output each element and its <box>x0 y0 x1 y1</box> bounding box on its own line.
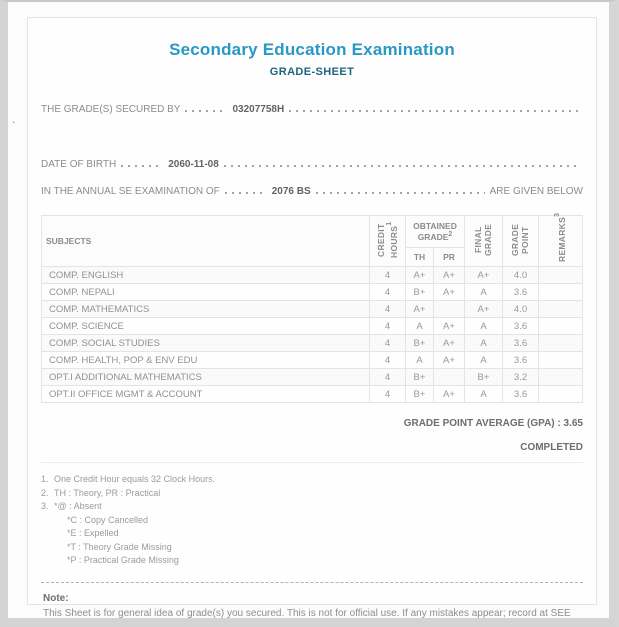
subject-cell: OPT.I ADDITIONAL MATHEMATICS <box>42 369 370 386</box>
remarks-cell <box>539 352 583 369</box>
table-row <box>42 352 583 369</box>
credit-cell: 4 <box>369 267 405 284</box>
dot-leader <box>121 165 163 167</box>
th-grade-cell: B+ <box>405 369 433 386</box>
th-grade-cell: A+ <box>405 301 433 318</box>
table-row <box>42 301 583 318</box>
col-header-th: TH <box>405 248 433 267</box>
final-grade-cell: B+ <box>465 369 503 386</box>
final-grade-cell: A <box>465 386 503 403</box>
col-header-final-grade: FINAL GRADE <box>465 216 503 267</box>
page-title: Secondary Education Examination <box>169 40 455 59</box>
grade-sheet-card <box>27 17 597 627</box>
pr-grade-cell: A+ <box>433 267 464 284</box>
grade-point-cell: 3.6 <box>503 284 539 301</box>
th-grade-cell: A+ <box>405 267 433 284</box>
dob-label: DATE OF BIRTH <box>41 159 117 170</box>
footnote-line: *E : Expelled <box>67 528 119 538</box>
subject-cell: COMP. ENGLISH <box>42 267 370 284</box>
final-grade-cell: A+ <box>465 267 503 284</box>
grade-point-cell: 4.0 <box>503 267 539 284</box>
grade-point-cell: 3.6 <box>503 352 539 369</box>
table-row <box>42 284 583 301</box>
pr-grade-cell: A+ <box>433 335 464 352</box>
table-row <box>42 369 583 386</box>
gpa-line <box>41 418 583 429</box>
note-label: Note: <box>43 592 69 604</box>
pr-grade-cell: A+ <box>433 284 464 301</box>
credit-cell: 4 <box>369 369 405 386</box>
exam-year-value: 2076 BS <box>271 186 311 197</box>
final-grade-cell: A <box>465 284 503 301</box>
credit-cell: 4 <box>369 318 405 335</box>
note-block <box>41 593 583 627</box>
th-grade-cell: A <box>405 352 433 369</box>
grade-point-cell: 3.6 <box>503 318 539 335</box>
table-row <box>42 318 583 335</box>
table-row <box>42 335 583 352</box>
separator-dashed <box>41 582 583 583</box>
exam-label: IN THE ANNUAL SE EXAMINATION OF <box>41 186 220 197</box>
col-header-remarks: REMARKS$^3$ <box>539 216 583 267</box>
dot-leader <box>225 192 267 194</box>
subject-cell: OPT.II OFFICE MGMT & ACCOUNT <box>42 386 370 403</box>
note-text: This Sheet is for general idea of grade(s) you secured. This is not for official use. If any mistakes appear; record at SEE Board ledger will be referred. <box>43 607 571 627</box>
grade-point-cell: 3.6 <box>503 386 539 403</box>
symbol-number-value: 03207758H <box>232 104 285 115</box>
col-header-grade-point: GRADE POINT <box>503 216 539 267</box>
final-grade-cell: A <box>465 335 503 352</box>
remarks-cell <box>539 318 583 335</box>
subject-cell: COMP. NEPALI <box>42 284 370 301</box>
col-header-subjects: SUBJECTS <box>42 216 370 267</box>
separator-solid <box>41 462 583 463</box>
th-grade-cell: B+ <box>405 386 433 403</box>
dob-line <box>41 159 583 170</box>
are-given-below-label: ARE GIVEN BELOW <box>489 186 583 197</box>
pr-grade-cell <box>433 301 464 318</box>
gpa-label: GRADE POINT AVERAGE (GPA) : <box>403 418 561 429</box>
col-header-pr: PR <box>433 248 464 267</box>
footnote-line: *T : Theory Grade Missing <box>67 541 172 552</box>
remarks-cell <box>539 267 583 284</box>
dot-leader <box>185 110 227 112</box>
grades-table-header <box>42 212 583 267</box>
final-grade-cell: A <box>465 318 503 335</box>
remarks-cell <box>539 369 583 386</box>
credit-cell: 4 <box>369 284 405 301</box>
table-row <box>42 267 583 284</box>
footnote-line: *P : Practical Grade Missing <box>67 555 179 565</box>
dot-leader <box>289 110 578 112</box>
pr-grade-cell: A+ <box>433 386 464 403</box>
secured-by-line <box>41 104 583 115</box>
credit-cell: 4 <box>369 386 405 403</box>
remarks-cell <box>539 386 583 403</box>
subject-cell: COMP. SCIENCE <box>42 318 370 335</box>
grades-table <box>41 212 583 403</box>
th-grade-cell: B+ <box>405 335 433 352</box>
footnote-line: 3. *@ : Absent <box>41 501 102 511</box>
footnote-line: 2. TH : Theory, PR : Practical <box>41 487 161 498</box>
exam-line <box>41 186 583 197</box>
dot-leader <box>316 192 485 194</box>
credit-cell: 4 <box>369 335 405 352</box>
pr-grade-cell <box>433 369 464 386</box>
subject-cell: COMP. SOCIAL STUDIES <box>42 335 370 352</box>
remarks-cell <box>539 335 583 352</box>
footnotes <box>41 473 583 568</box>
grade-point-cell: 4.0 <box>503 301 539 318</box>
page-subtitle: GRADE-SHEET <box>269 66 355 78</box>
remarks-cell <box>539 301 583 318</box>
pr-grade-cell: A+ <box>433 318 464 335</box>
subject-cell: COMP. MATHEMATICS <box>42 301 370 318</box>
dob-value: 2060-11-08 <box>168 159 219 170</box>
col-header-obtained-grade: OBTAINED GRADE$^2$ <box>405 216 464 248</box>
credit-cell: 4 <box>369 352 405 369</box>
gpa-value: 3.65 <box>563 418 583 429</box>
footnote-line: *C : Copy Cancelled <box>67 514 149 525</box>
footnote-line: 1. One Credit Hour equals 32 Clock Hours. <box>41 474 216 484</box>
grade-point-cell: 3.2 <box>503 369 539 386</box>
col-header-credit-hours: CREDIT HOURS$^1$ <box>369 216 405 267</box>
final-grade-cell: A+ <box>465 301 503 318</box>
th-grade-cell: B+ <box>405 284 433 301</box>
credit-cell: 4 <box>369 301 405 318</box>
subject-cell: COMP. HEALTH, POP & ENV EDU <box>42 352 370 369</box>
dot-leader <box>224 165 578 167</box>
final-grade-cell: A <box>465 352 503 369</box>
pr-grade-cell: A+ <box>433 352 464 369</box>
secured-by-label: THE GRADE(S) SECURED BY <box>41 104 181 115</box>
table-row <box>42 386 583 403</box>
th-grade-cell: A <box>405 318 433 335</box>
grade-point-cell: 3.6 <box>503 335 539 352</box>
remarks-cell <box>539 284 583 301</box>
stray-dot: . <box>12 112 16 126</box>
status-text: COMPLETED <box>520 442 583 453</box>
